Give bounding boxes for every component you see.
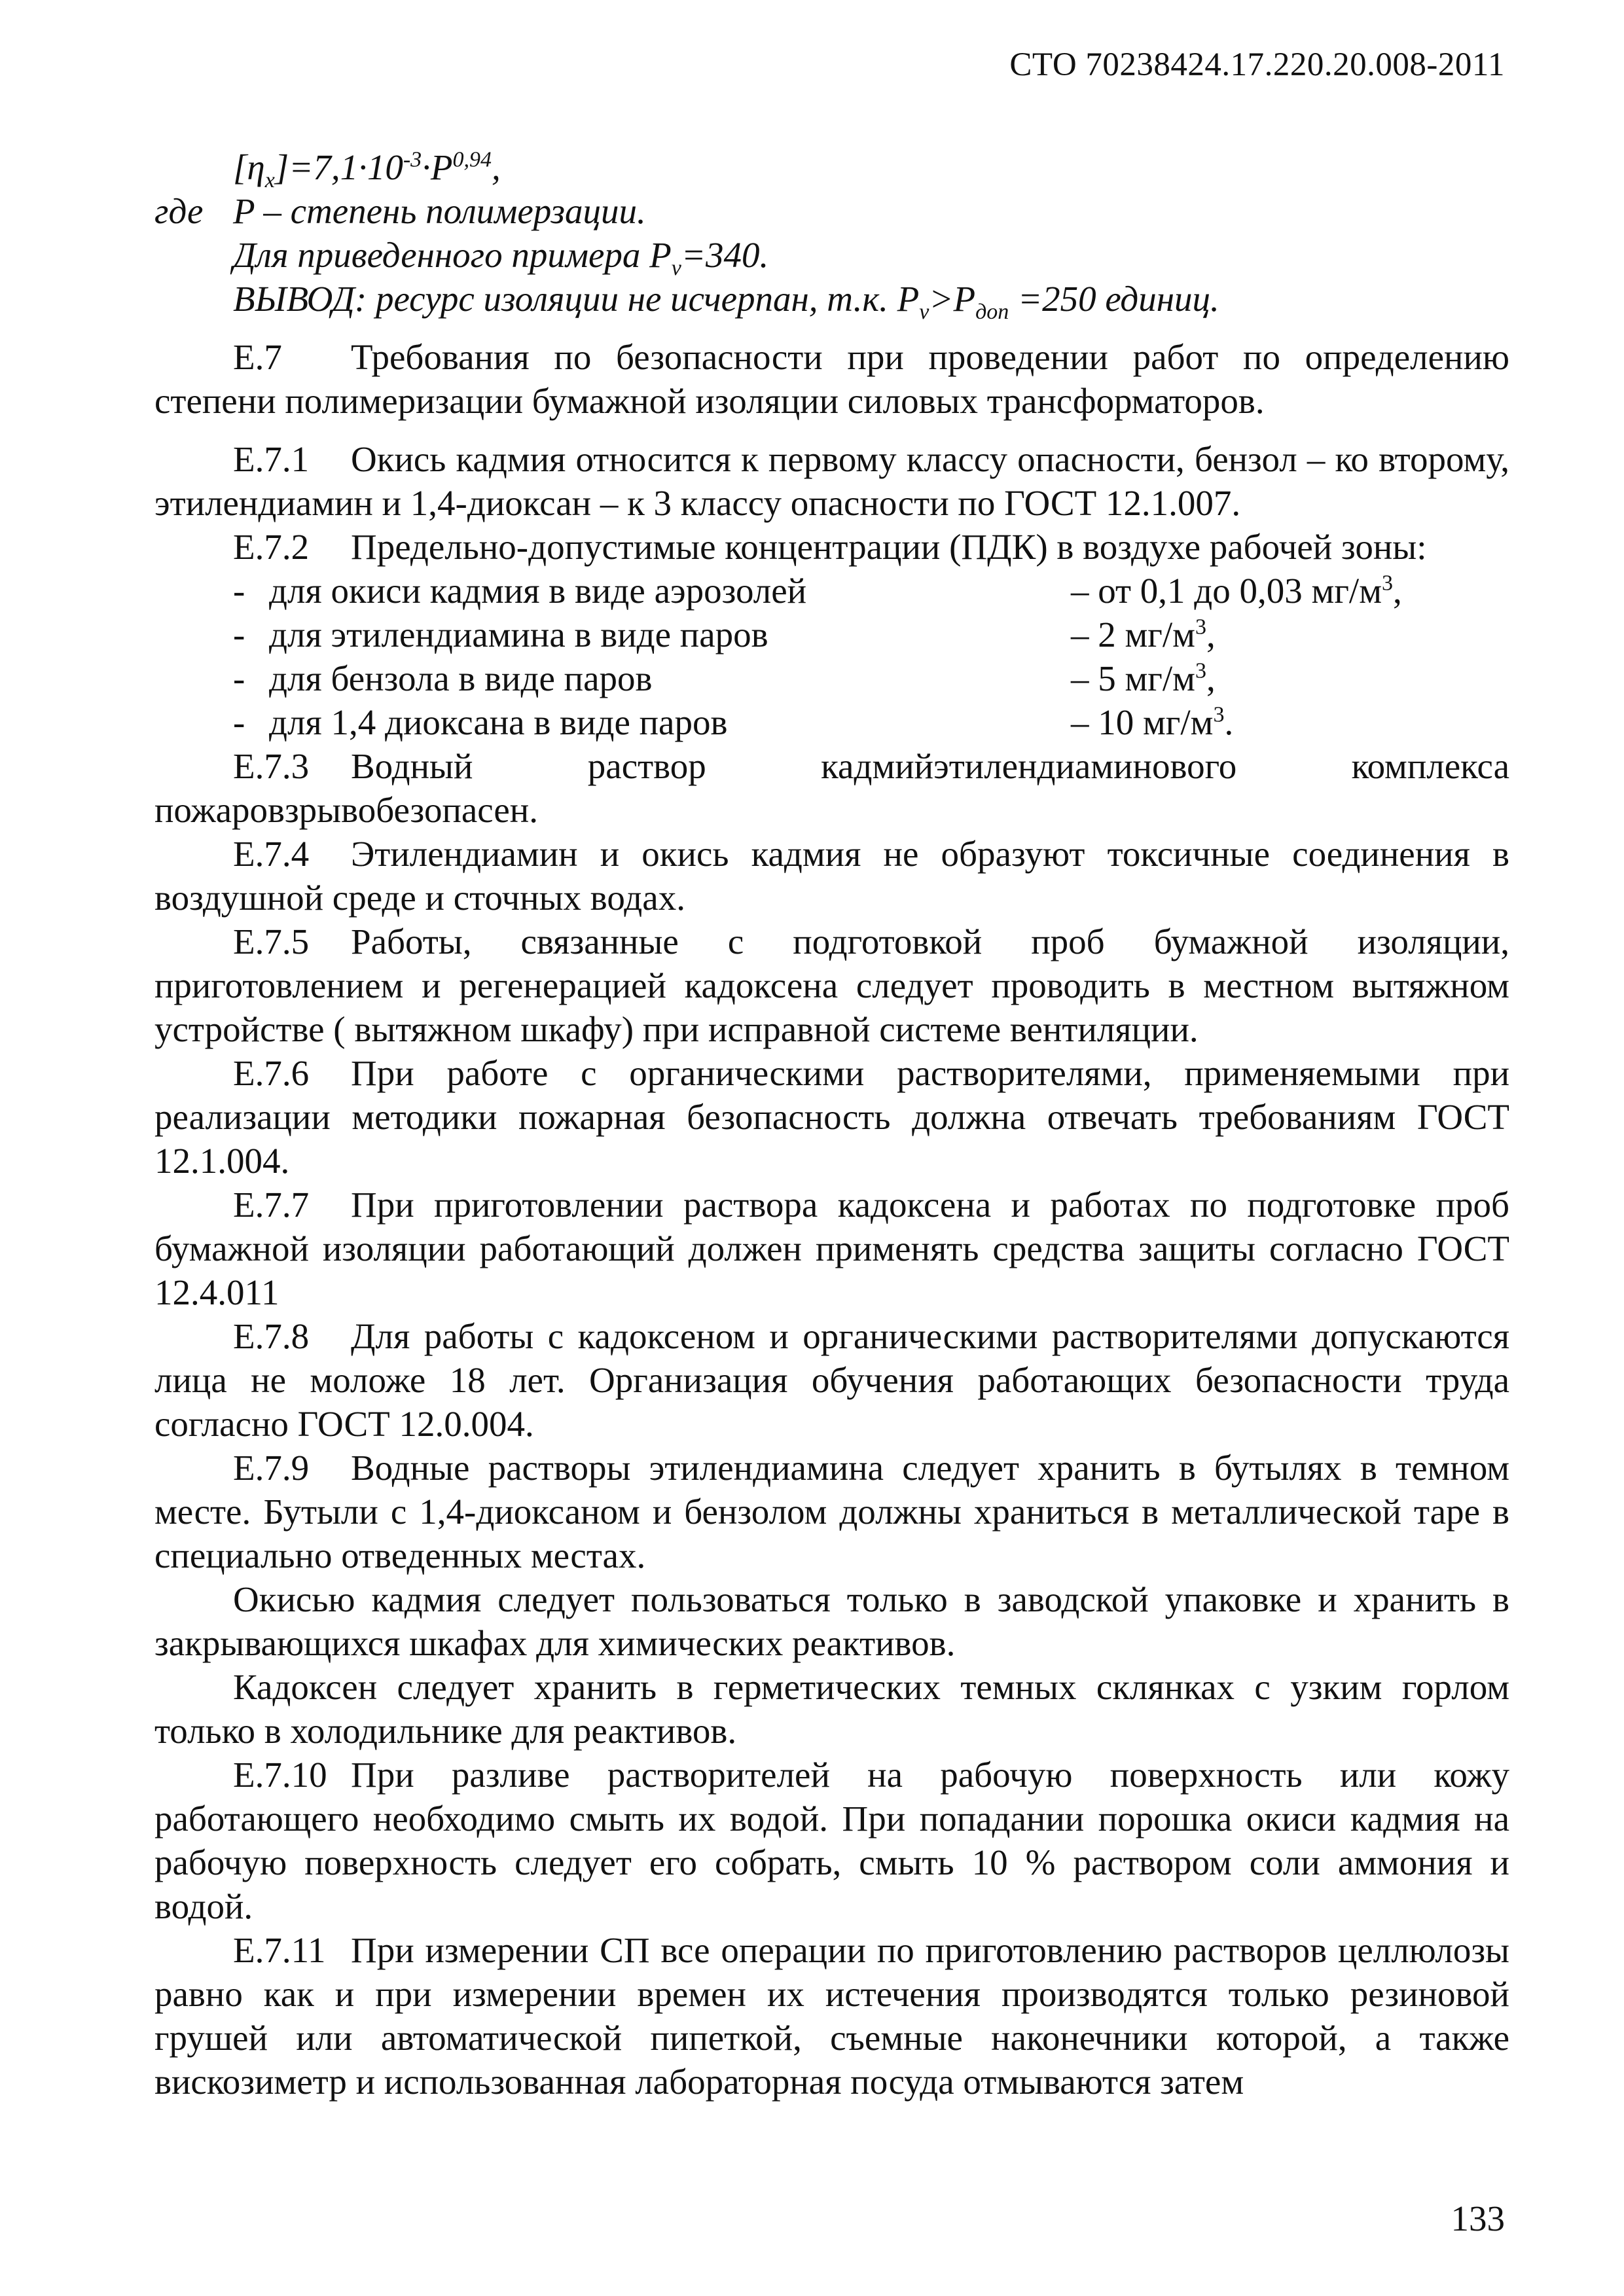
formula-text: [η	[233, 147, 265, 187]
list-value: – 5 $мг/м^3$,	[1071, 658, 1216, 698]
list-text: для бензола в виде паров	[269, 658, 653, 698]
section-text: Этилендиамин и окись кадмия не образуют токсичные соединения в воздушной среде и сточных водах.	[154, 834, 1509, 918]
formula-line	[233, 145, 1509, 192]
conclusion-text: =250 единиц.	[1009, 279, 1219, 319]
section-e7-2	[154, 525, 1509, 569]
section-text: При работе с органическими растворителями, применяемыми при реализации методики пожарная безопасность должна отвечать требованиям ГОСТ 12.1.004.	[154, 1053, 1509, 1181]
section-text: Окись кадмия относится к первому классу опасности, бензол – ко второму, этилендиамин и 1,4-диоксан – к 3 классу опасности по ГОСТ 12.1.007.	[154, 439, 1509, 523]
paragraph-cadmium-storage	[154, 1577, 1509, 1665]
section-e7-3	[154, 744, 1509, 832]
section-e7-8	[154, 1314, 1509, 1446]
example-subscript: v	[671, 256, 681, 280]
section-e7-7	[154, 1183, 1509, 1314]
definition-text: P – степень полимерзации.	[233, 191, 646, 231]
section-text: Водные растворы этилендиамина следует хранить в бутылях в темном месте. Бутыли с 1,4-диоксаном и бензолом должны храниться в металлической таре в специально отведенных местах.	[154, 1448, 1509, 1575]
list-dash: -	[233, 615, 245, 655]
document-code-header: СТО 70238424.17.220.20.008-2011	[1009, 46, 1505, 83]
section-number: Е.7.6	[233, 1053, 310, 1093]
list-text: для окиси кадмия в виде аэрозолей	[269, 571, 807, 611]
list-text: для 1,4 диоксана в виде паров	[269, 702, 728, 742]
section-number: Е.7.2	[233, 527, 310, 567]
section-text: При приготовлении раствора кадоксена и работах по подготовке проб бумажной изоляции работающий должен применять средства защиты согласно ГОСТ 12.4.011	[154, 1185, 1509, 1312]
formula-definition	[154, 189, 1509, 233]
conclusion-subscript: доп	[975, 300, 1009, 324]
formula-text: ,	[492, 147, 501, 187]
list-text: для этилендиамина в виде паров	[269, 615, 768, 655]
section-e7-5	[154, 920, 1509, 1051]
list-dash: -	[233, 571, 245, 611]
section-number: Е.7.8	[233, 1316, 310, 1356]
where-label: где	[154, 191, 204, 231]
section-number: Е.7.10	[233, 1755, 327, 1795]
section-e7-9	[154, 1446, 1509, 1577]
example-text: =340.	[681, 235, 769, 275]
section-number: Е.7.3	[233, 746, 310, 786]
section-e7-11	[154, 1928, 1509, 2104]
list-dash: -	[233, 658, 245, 698]
example-line	[233, 233, 1509, 280]
section-e7-6	[154, 1051, 1509, 1183]
list-value: – 2 $мг/м^3$,	[1071, 615, 1216, 655]
formula-text: ]=7,1·10	[274, 147, 403, 187]
formula-superscript: 0,94	[452, 147, 492, 172]
formula-text: ·P	[422, 147, 453, 187]
paragraph-text: Кадоксен следует хранить в герметических темных склянках с узким горлом только в холодильнике для реактивов.	[154, 1667, 1509, 1751]
conclusion-text: ВЫВОД: ресурс изоляции не исчерпан, т.к. P	[233, 279, 920, 319]
section-text: Для работы с кадоксеном и органическими растворителями допускаются лица не моложе 18 лет. Организация обучения работающих безопасности труда согласно ГОСТ 12.0.004.	[154, 1316, 1509, 1444]
section-e7-10	[154, 1753, 1509, 1928]
section-number: Е.7.4	[233, 834, 310, 874]
section-number: Е.7.5	[233, 922, 310, 961]
section-number: Е.7.1	[233, 439, 310, 479]
formula-subscript: x	[264, 168, 275, 192]
section-text: Водный раствор кадмийэтилендиаминового комплекса пожаровзрывобезопасен.	[154, 746, 1509, 830]
section-text: При измерении СП все операции по приготовлению растворов целлюлозы равно как и при измерении времен их истечения производятся только резиновой грушей или автоматической пипеткой, съемные наконечники которой, а также вискозиметр и использованная лабораторная посуда отмываются затем	[154, 1930, 1509, 2102]
section-number: Е.7.9	[233, 1448, 310, 1488]
list-dash: -	[233, 702, 245, 742]
page-number: 133	[1451, 2198, 1505, 2238]
pdk-list-item	[154, 656, 1509, 700]
section-text: Требования по безопасности при проведении работ по определению степени полимеризации бумажной изоляции силовых трансформаторов.	[154, 337, 1509, 421]
paragraph-text: Окисью кадмия следует пользоваться только в заводской упаковке и хранить в закрывающихся шкафах для химических реактивов.	[154, 1579, 1509, 1663]
list-value: – 10 $мг/м^3$.	[1071, 702, 1234, 742]
example-text: Для приведенного примера P	[233, 235, 672, 275]
pdk-list-item	[154, 613, 1509, 656]
section-e7-4	[154, 832, 1509, 920]
list-value: – от 0,1 до 0,03 $мг/м^3$,	[1071, 571, 1402, 611]
conclusion-line	[233, 277, 1509, 324]
pdk-list-item	[154, 569, 1509, 613]
section-e7	[154, 335, 1509, 423]
section-number: Е.7.7	[233, 1185, 310, 1225]
section-text: Предельно-допустимые концентрации (ПДК) в воздухе рабочей зоны:	[351, 527, 1427, 567]
page-body	[154, 145, 1509, 2104]
section-e7-1	[154, 437, 1509, 525]
paragraph-cadoxen-storage	[154, 1665, 1509, 1753]
section-text: Работы, связанные с подготовкой проб бумажной изоляции, приготовлением и регенерацией кадоксена следует проводить в местном вытяжном устройстве ( вытяжном шкафу) при исправной системе вентиляции.	[154, 922, 1509, 1049]
conclusion-text: >P	[929, 279, 976, 319]
conclusion-subscript: v	[919, 300, 929, 324]
section-text: При разливе растворителей на рабочую поверхность или кожу работающего необходимо смыть их водой. При попадании порошка окиси кадмия на рабочую поверхность следует его собрать, смыть 10 % раствором соли аммония и водой.	[154, 1755, 1509, 1926]
section-number: Е.7	[233, 337, 282, 377]
section-number: Е.7.11	[233, 1930, 326, 1970]
pdk-list-item	[154, 700, 1509, 744]
formula-superscript: -3	[403, 147, 422, 172]
